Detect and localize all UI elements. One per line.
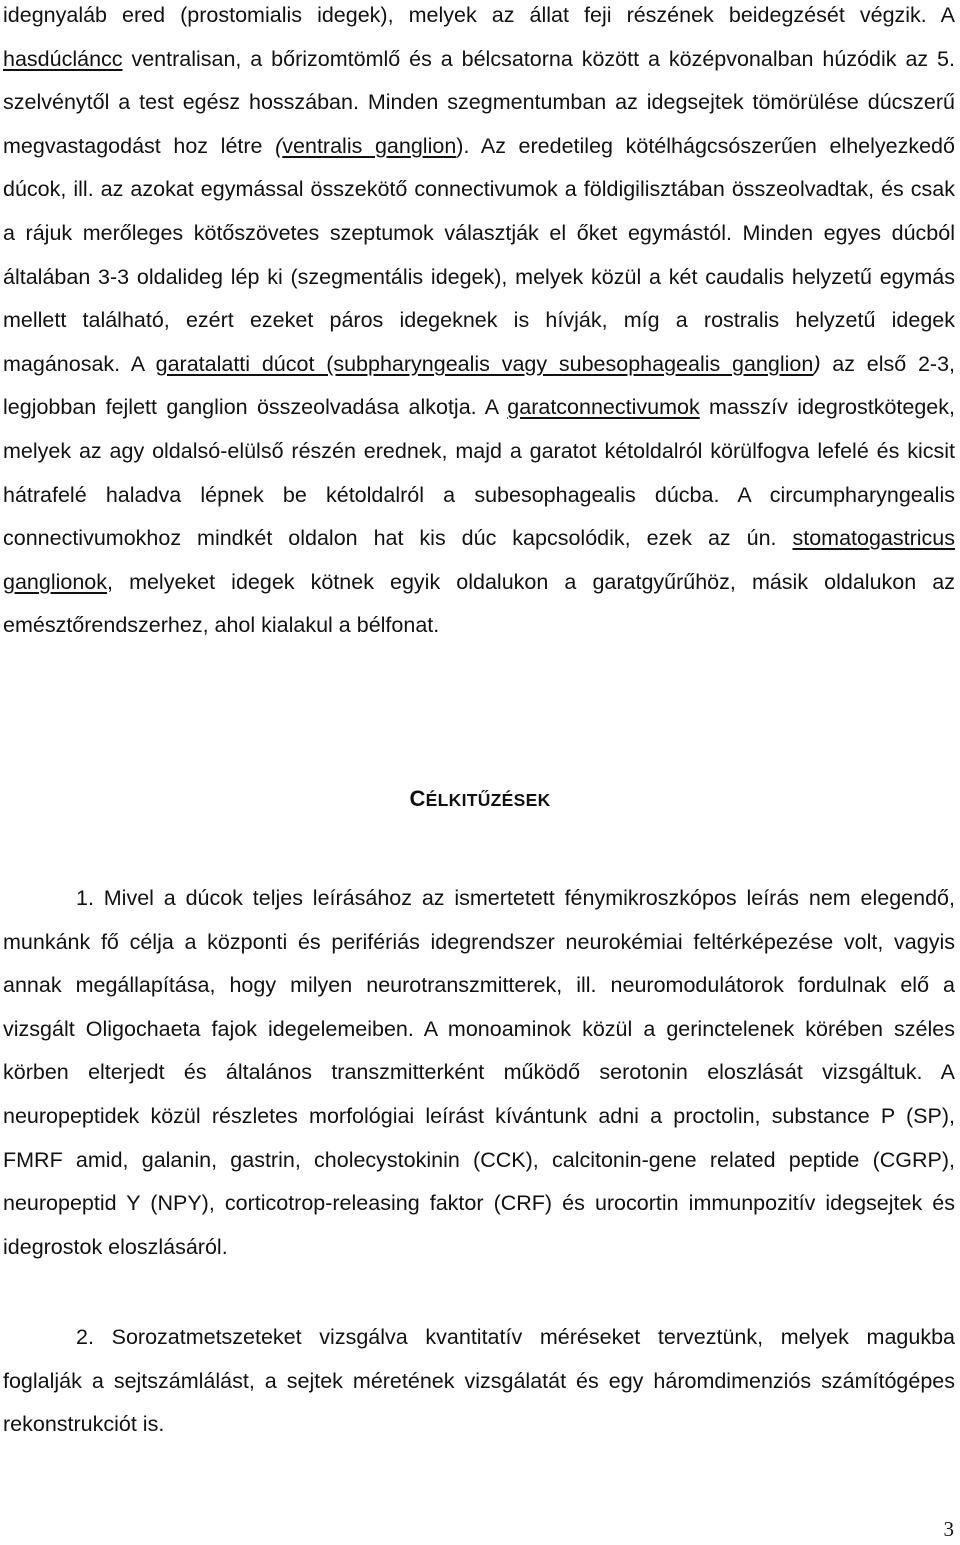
close-paren: ) [813, 351, 821, 376]
section-heading-celkituzesek [0, 786, 960, 812]
text-run: masszív idegrostkötegek, melyek az agy oldalsó-elülső részén erednek, majd a garatot kétoldalról körülfogva lefelé és kicsit hátrafelé haladva lépnek be kétoldalról a subesophagealis dúcba. A circumpharyngealis connectivumokhoz mindkét oldalon hat kis dúc kapcsolódik, ezek az ún. [3, 395, 955, 551]
objective-paragraph-2: 2. Sorozatmetszeteket vizsgálva kvantitatív méréseket terveztünk, melyek magukba foglalják a sejtszámlálást, a sejtek méretének vizsgálatát és egy háromdimenziós számítógépes rekonstrukciót is. [3, 1325, 955, 1437]
term-ventralis-ganglion: ventralis ganglion [282, 133, 457, 158]
text-run: , melyeket idegek kötnek egyik oldalukon a garatgyűrűhöz, másik oldalukon az emésztőrendszerhez, ahol kialakul a bélfonat. [3, 569, 955, 638]
term-stomatogastricus-ganglionok: stomatogastricus ganglionok [3, 526, 955, 594]
text-run: az első 2-3, legjobban fejlett ganglion összeolvadása alkotja. A [3, 351, 955, 420]
heading-rest: ÉLKITŰZÉSEK [425, 790, 551, 810]
text-run: ventralisan, a bőrizomtömlő és a bélcsatorna között a középvonalban húzódik az 5. szelvénytől a test egész hosszában. Minden szegmentumban az idegsejtek tömörülése dúcszerű megvastagodást hoz létre [3, 46, 955, 158]
heading-first-letter: C [409, 786, 426, 811]
term-garatconnectivumok: garatconnectivumok [507, 395, 700, 420]
term-garatalatti-ducot: garatalatti dúcot (subpharyngealis vagy subesophagealis ganglion [155, 351, 814, 376]
text-run: ). Az eredetileg kötélhágcsószerűen elhelyezkedő dúcok, ill. az azokat egymással összekötő connectivumok a földigilisztában összeolvadtak, és csak a rájuk merőleges kötőszövetes szeptumok választják el őket egymástól. Minden egyes dúcból általában 3-3 oldalideg lép ki (szegmentális idegek), melyek közül a két caudalis helyzetű egymás mellett található, ezért ezeket páros idegeknek is hívják, míg a rostralis helyzetű idegek magánosak. A [3, 133, 955, 376]
term-hasduclanc: hasdúcláncc [3, 46, 123, 71]
open-paren: ( [275, 133, 283, 158]
objective-paragraph-1: 1. Mivel a dúcok teljes leírásához az ismertetett fénymikroszkópos leírás nem elegendő, munkánk fő célja a központi és perifériás idegrendszer neurokémiai feltérképezése volt, vagyis annak megállapítása, hogy milyen neurotranszmitterek, ill. neuromodulátorok fordulnak elő a vizsgált Oligochaeta fajok idegelemeiben. A monoaminok közül a gerinctelenek körében széles körben elterjedt és általános transzmitterként működő serotonin eloszlását vizsgáltuk. A neuropeptidek közül részletes morfológiai leírást kívántunk adni a proctolin, substance P (SP), FMRF amid, galanin, gastrin, cholecystokinin (CCK), calcitonin-gene related peptide (CGRP), neuropeptid Y (NPY), corticotrop-releasing faktor (CRF) és urocortin immunpozitív idegsejtek és idegrostok eloszlásáról. [3, 886, 955, 1259]
body-paragraph-anatomy [3, 0, 955, 648]
text-run: idegnyaláb ered (prostomialis idegek), melyek az állat feji részének beidegzését végzik. A [3, 3, 955, 27]
page-number: 3 [943, 1517, 954, 1541]
